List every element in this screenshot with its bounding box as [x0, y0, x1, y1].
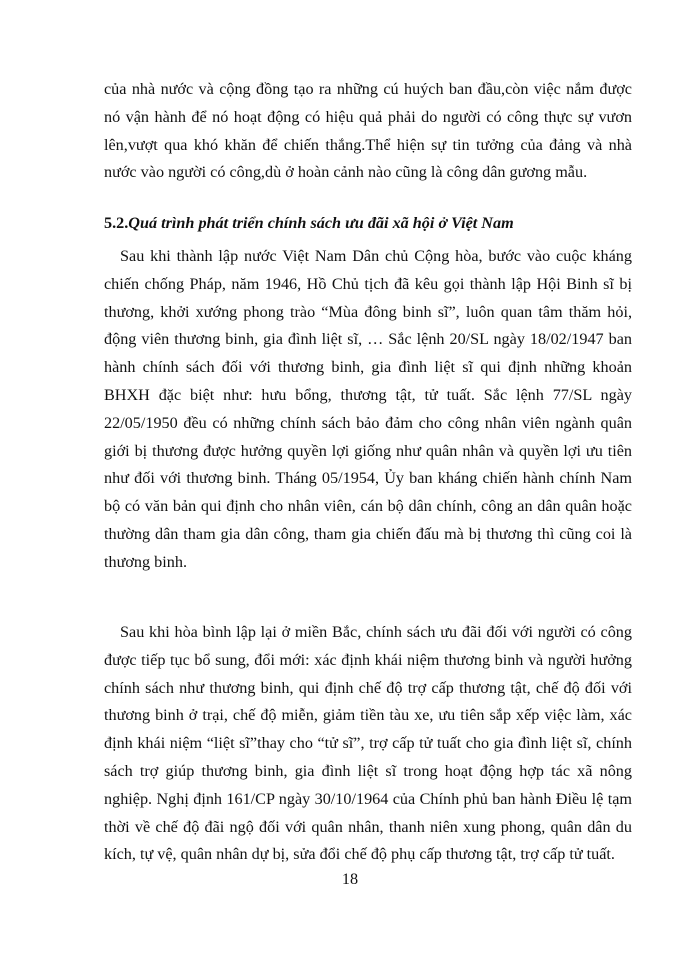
- paragraph-post-peace-policy: Sau khi hòa bình lập lại ở miền Bắc, chính sách ưu đãi đối với người có công được tiếp tục bổ sung, đổi mới: xác định khái niệm thương binh và người hưởng chính sách như thương binh, qui định chế độ trợ cấp thương tật, chế độ đối với thương binh ở trại, chế độ miễn, giảm tiền tàu xe, ưu tiên sắp xếp việc làm, xác định khái niệm “liệt sĩ”thay cho “tử sĩ”, trợ cấp tử tuất cho gia đình liệt sĩ, chính sách trợ giúp thương binh, gia đình liệt sĩ trong hoạt động hợp tác xã nông nghiệp. Nghị định 161/CP ngày 30/10/1964 của Chính phủ ban hành Điều lệ tạm thời về chế độ đãi ngộ đối với quân nhân, thanh niên xung phong, quân dân du kích, tự vệ, quân nhân dự bị, sửa đổi chế độ phụ cấp thương tật, trợ cấp tử tuất.: [104, 623, 632, 864]
- section-title: Quá trình phát triển chính sách ưu đãi xã hội ở Việt Nam: [128, 214, 514, 232]
- page-number: 18: [341, 870, 359, 888]
- paragraph-continuation: của nhà nước và cộng đồng tạo ra những cú huých ban đầu,còn việc nắm được nó vận hành để nó hoạt động có hiệu quả phải do người có công thực sự vươn lên,vượt qua khó khăn để chiến thắng.Thể hiện sự tin tưởng của đảng và nhà nước vào người có công,dù ở hoàn cảnh nào cũng là công dân gương mẫu.: [104, 80, 632, 182]
- paragraph-history-resistance: Sau khi thành lập nước Việt Nam Dân chủ Cộng hòa, bước vào cuộc kháng chiến chống Pháp, năm 1946, Hồ Chủ tịch đã kêu gọi thành lập Hội Binh sĩ bị thương, khởi xướng phong trào “Mùa đông binh sĩ”, luôn quan tâm thăm hỏi, động viên thương binh, gia đình liệt sĩ, … Sắc lệnh 20/SL ngày 18/02/1947 ban hành chính sách đối với thương binh, gia đình liệt sĩ qui định những khoản BHXH đặc biệt như: hưu bổng, thương tật, tử tuất. Sắc lệnh 77/SL ngày 22/05/1950 đều có những chính sách bảo đảm cho công nhân viên ngành quân giới bị thương được hưởng quyền lợi giống như quân nhân và quyền lợi ưu tiên như đối với thương binh. Tháng 05/1954, Ủy ban kháng chiến hành chính Nam bộ có văn bản qui định cho nhân viên, cán bộ dân chính, công an dân quân hoặc thường dân tham gia dân công, tham gia chiến đấu mà bị thương thì cũng coi là thương binh.: [104, 247, 632, 571]
- section-number: 5.2.: [104, 214, 129, 232]
- section-heading: [104, 214, 632, 233]
